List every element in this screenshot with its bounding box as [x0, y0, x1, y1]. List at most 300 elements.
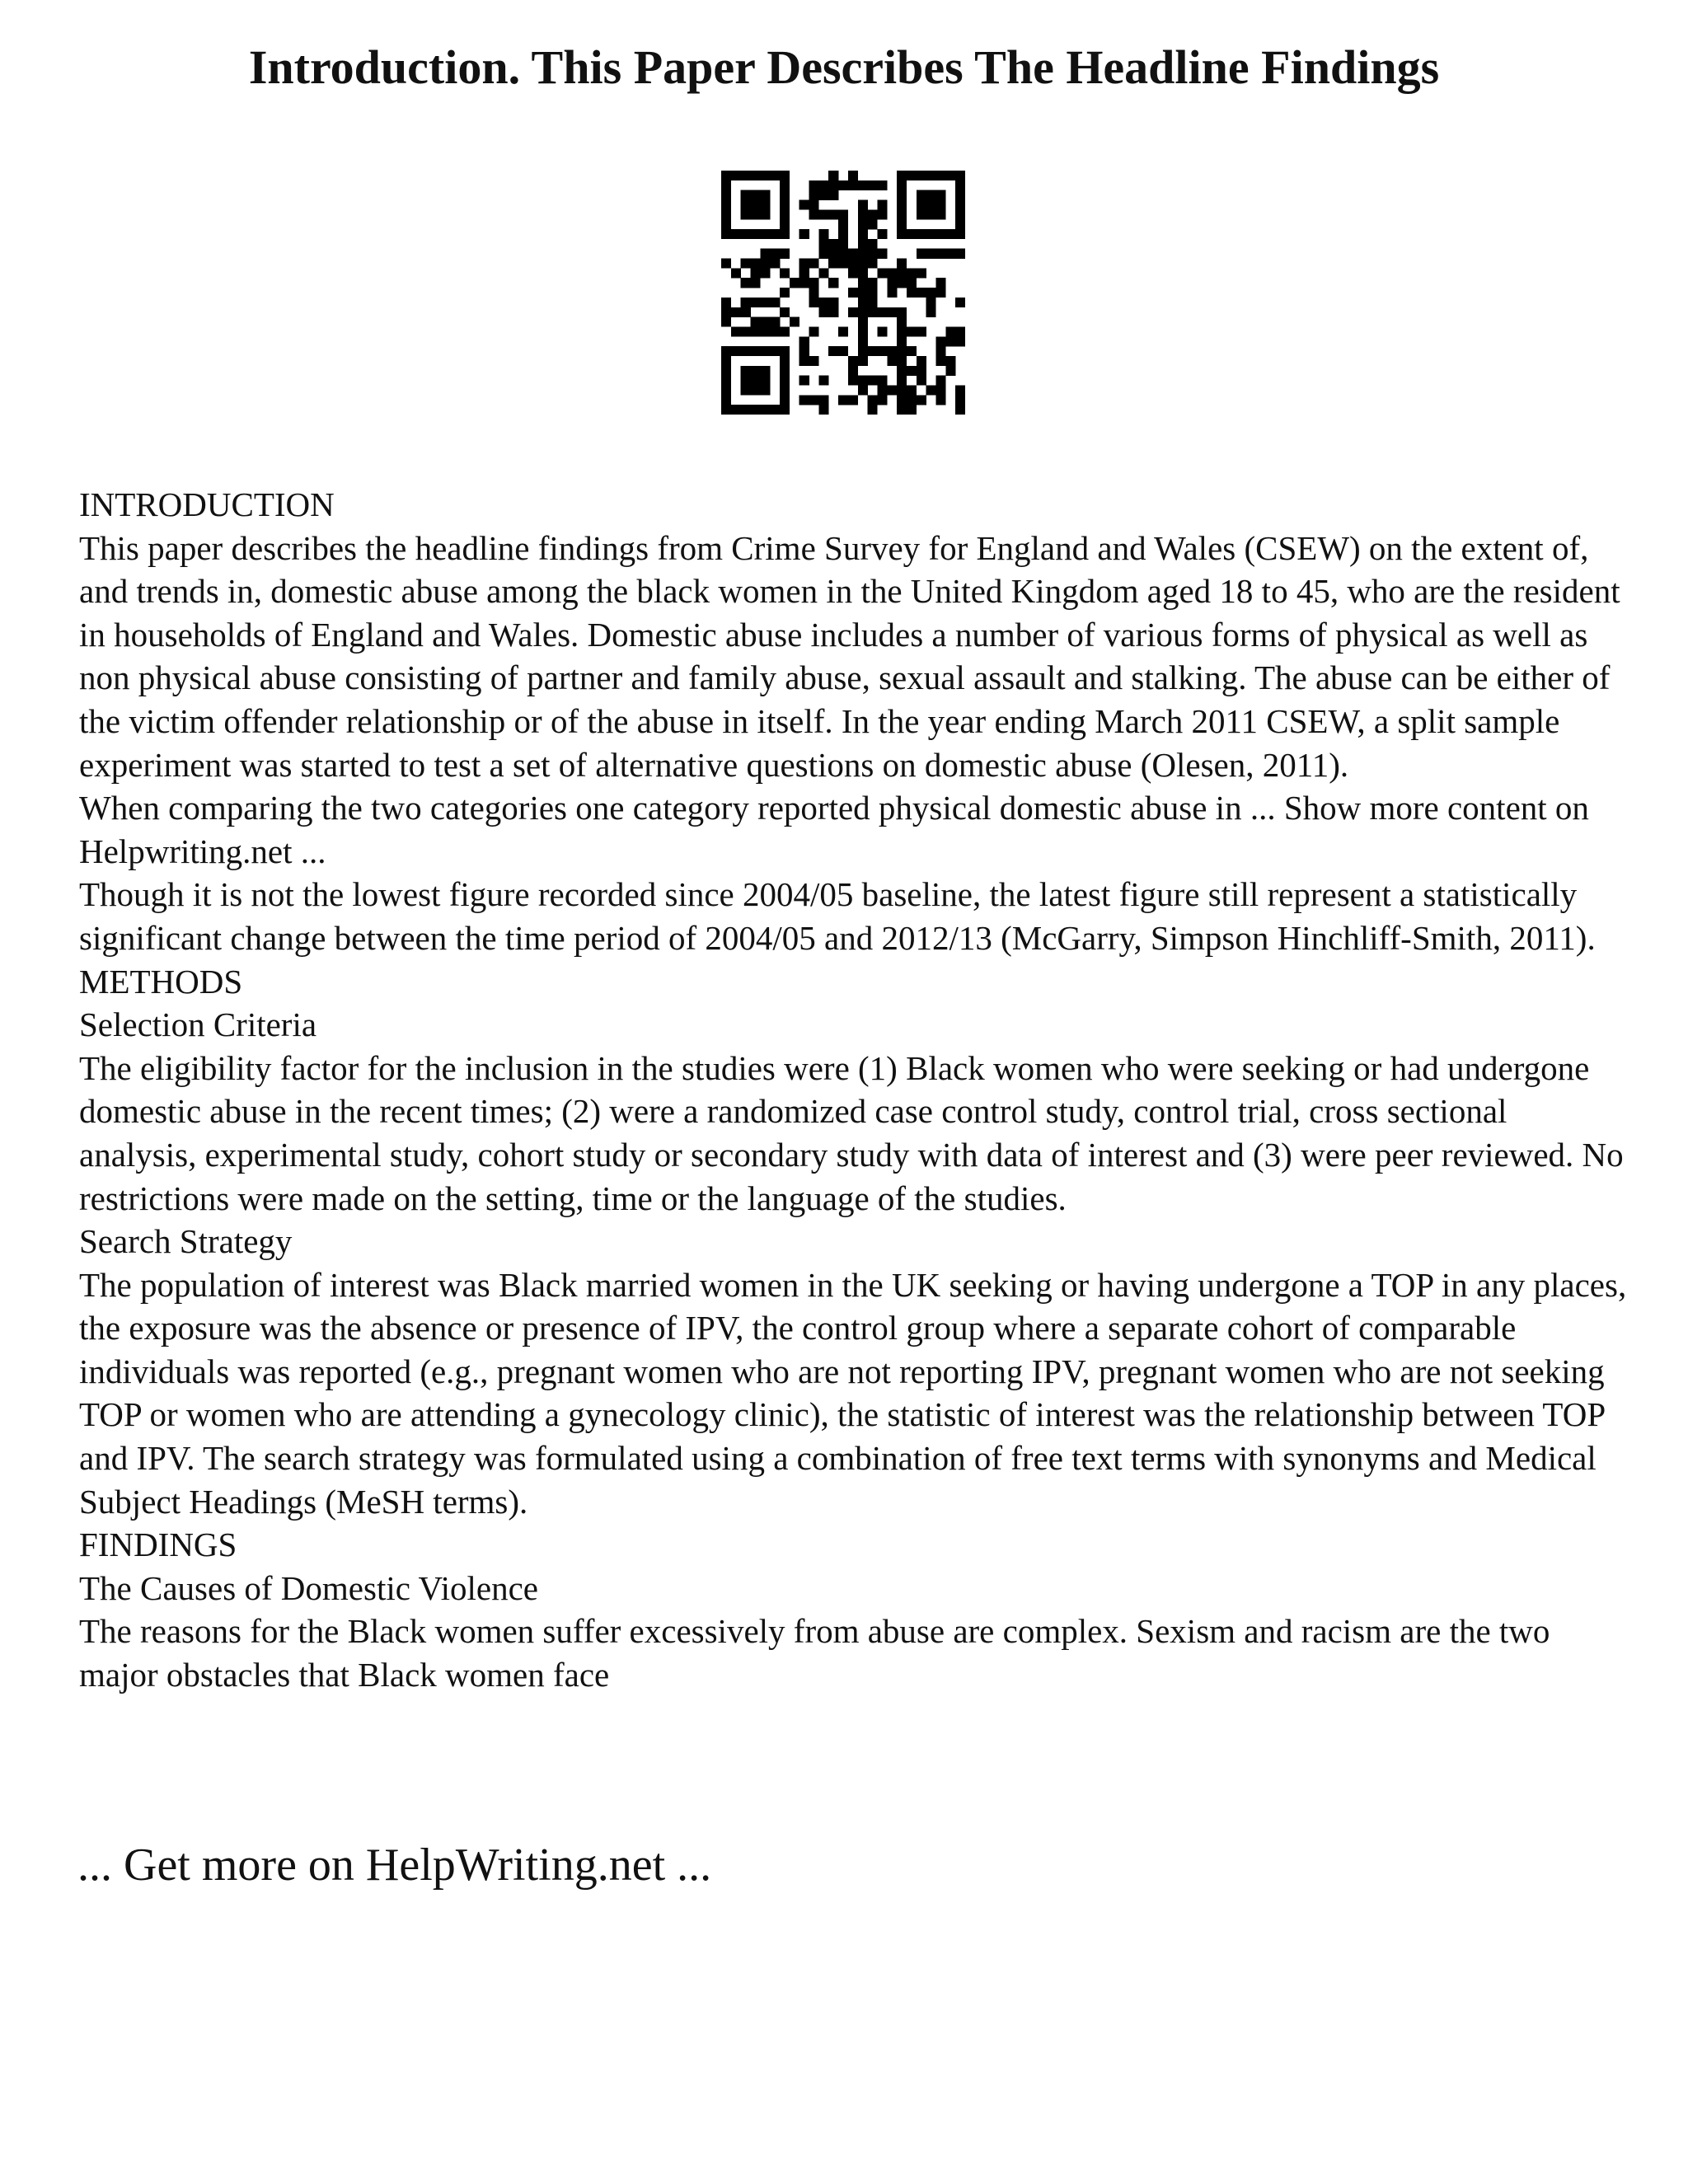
qr-module [955, 298, 965, 307]
paragraph-baseline: Though it is not the lowest figure recorded since 2004/05 baseline, the latest figure still represent a statistically significant change between the time period of 2004/05 and 2012/13 (McGarry, Simpson Hinchliff-Smith, 2011). [79, 875, 1596, 957]
qr-module [848, 366, 858, 376]
qr-module [770, 298, 780, 307]
paragraph-causes: The reasons for the Black women suffer excessively from abuse are complex. Sexism and racism are the two major obstacles that Black women face [79, 1612, 1550, 1694]
qr-module [897, 395, 907, 405]
qr-module [907, 366, 917, 376]
qr-module [955, 385, 965, 395]
qr-module [799, 346, 809, 356]
qr-module [828, 171, 838, 180]
paragraph-comparison: When comparing the two categories one category reported physical domestic abuse in ... Show more content on Helpwriting.net ... [79, 789, 1589, 870]
qr-module [760, 268, 770, 278]
qr-module [818, 405, 828, 415]
qr-module [818, 395, 828, 405]
qr-module [721, 200, 731, 210]
qr-module [838, 326, 848, 336]
subheading-search-strategy: Search Strategy [79, 1222, 293, 1261]
qr-module [897, 278, 907, 288]
qr-module [868, 249, 878, 259]
qr-module [868, 288, 878, 298]
qr-module [741, 366, 751, 376]
qr-module [741, 376, 751, 386]
qr-module [848, 376, 858, 386]
qr-module [818, 190, 828, 200]
qr-module [818, 209, 828, 219]
qr-module [809, 298, 819, 307]
qr-module [917, 229, 926, 239]
paragraph-selection-criteria: The eligibility factor for the inclusion in the studies were (1) Black women who were seeking or had undergone domestic abuse in the recent times; (2) were a randomized case control study, control trial, cross sectional analysis, experimental study, cohort study or secondary study with data of interest and (3) were peer reviewed. No restrictions were made on the setting, time or the language of the studies. [79, 1048, 1624, 1217]
qr-module [721, 356, 731, 366]
qr-module [809, 180, 819, 190]
qr-module [780, 326, 790, 336]
qr-module [897, 268, 907, 278]
qr-module [858, 298, 868, 307]
qr-module [828, 307, 838, 317]
qr-module [770, 326, 780, 336]
qr-module [858, 385, 868, 395]
qr-module [955, 405, 965, 415]
qr-module [877, 307, 887, 317]
qr-module [838, 219, 848, 229]
qr-module [926, 249, 936, 259]
qr-module [818, 268, 828, 278]
qr-module [897, 219, 907, 229]
qr-module [917, 171, 926, 180]
qr-module [780, 268, 790, 278]
qr-module [897, 317, 907, 327]
qr-module [917, 190, 926, 200]
qr-module [741, 326, 751, 336]
qr-module [897, 336, 907, 346]
qr-module [917, 395, 926, 405]
qr-module [760, 259, 770, 269]
qr-module [907, 278, 917, 288]
qr-module [760, 229, 770, 239]
qr-module [721, 180, 731, 190]
qr-module [897, 405, 907, 415]
qr-module [858, 278, 868, 288]
qr-module [868, 346, 878, 356]
qr-module [877, 326, 887, 336]
qr-module [818, 307, 828, 317]
paragraph-search-strategy: The population of interest was Black married women in the UK seeking or having undergone a TOP in any places, the exposure was the absence or presence of IPV, the control group where a separate cohort of comparable individuals was reported (e.g., pregnant women who are not reporting IPV, pregnant women who are not seeking TOP or women who are attending a gynecology clinic), the statistic of interest was the relationship between TOP and IPV. The search strategy was formulated using a combination of free text terms with synonyms and Medical Subject Headings (MeSH terms). [79, 1265, 1627, 1521]
qr-module [721, 346, 731, 356]
qr-module [848, 268, 858, 278]
qr-module [760, 405, 770, 415]
qr-module [721, 405, 731, 415]
qr-module [780, 190, 790, 200]
qr-module [751, 200, 761, 210]
qr-module [917, 356, 926, 366]
qr-module [751, 366, 761, 376]
qr-module [897, 180, 907, 190]
qr-module [760, 385, 770, 395]
document-body [79, 483, 1629, 1697]
qr-module [760, 317, 770, 327]
qr-module [721, 366, 731, 376]
qr-module [858, 317, 868, 327]
qr-module [917, 326, 926, 336]
qr-module [897, 376, 907, 386]
qr-module [731, 405, 741, 415]
qr-module [751, 171, 761, 180]
qr-module [935, 209, 945, 219]
qr-module [935, 336, 945, 346]
qr-module [809, 278, 819, 288]
qr-module [799, 278, 809, 288]
qr-module [780, 356, 790, 366]
qr-module [858, 307, 868, 317]
qr-module [926, 209, 936, 219]
qr-module [887, 288, 897, 298]
qr-module [770, 405, 780, 415]
qr-module [770, 259, 780, 269]
qr-module [721, 376, 731, 386]
qr-module [858, 209, 868, 219]
qr-module [917, 288, 926, 298]
qr-module [858, 180, 868, 190]
qr-module [780, 385, 790, 395]
qr-module [887, 346, 897, 356]
qr-module [741, 209, 751, 219]
qr-module [731, 229, 741, 239]
qr-module [955, 190, 965, 200]
qr-module [790, 317, 799, 327]
qr-module [721, 385, 731, 395]
qr-module [828, 190, 838, 200]
subheading-causes: The Causes of Domestic Violence [79, 1568, 538, 1607]
qr-module [897, 326, 907, 336]
qr-module [935, 346, 945, 356]
qr-module [818, 239, 828, 249]
qr-module [780, 395, 790, 405]
qr-module [838, 180, 848, 190]
qr-module [955, 219, 965, 229]
qr-module [799, 259, 809, 269]
qr-module [935, 171, 945, 180]
qr-module [935, 288, 945, 298]
qr-module [935, 229, 945, 239]
qr-module [828, 209, 838, 219]
qr-module [848, 249, 858, 259]
qr-module [858, 326, 868, 336]
qr-module [721, 171, 731, 180]
qr-module [741, 307, 751, 317]
qr-module [818, 180, 828, 190]
qr-module [935, 356, 945, 366]
qr-module [751, 376, 761, 386]
qr-module [838, 259, 848, 269]
qr-module [721, 259, 731, 269]
qr-module [877, 209, 887, 219]
qr-module [751, 346, 761, 356]
qr-module [809, 200, 819, 210]
qr-module [770, 346, 780, 356]
qr-module [935, 278, 945, 288]
qr-module [751, 298, 761, 307]
qr-module [858, 336, 868, 346]
qr-module [868, 259, 878, 269]
qr-module [858, 249, 868, 259]
qr-module [848, 259, 858, 269]
qr-module [838, 346, 848, 356]
qr-module [935, 200, 945, 210]
qr-module [770, 229, 780, 239]
qr-module [780, 376, 790, 386]
qr-module [887, 278, 897, 288]
qr-module [751, 190, 761, 200]
qr-module [741, 278, 751, 288]
qr-module [721, 209, 731, 219]
qr-module [741, 405, 751, 415]
qr-module [799, 268, 809, 278]
qr-module [858, 239, 868, 249]
qr-module [838, 209, 848, 219]
qr-module [731, 346, 741, 356]
qr-module [877, 376, 887, 386]
qr-module [780, 200, 790, 210]
qr-module [799, 200, 809, 210]
qr-module [770, 249, 780, 259]
qr-module [917, 200, 926, 210]
qr-module [868, 376, 878, 386]
qr-module [731, 268, 741, 278]
qr-module [721, 190, 731, 200]
qr-module [907, 268, 917, 278]
qr-module [897, 259, 907, 269]
qr-module [731, 307, 741, 317]
qr-module [760, 346, 770, 356]
qr-module [945, 171, 955, 180]
qr-module [877, 395, 887, 405]
qr-module [848, 171, 858, 180]
qr-module [741, 171, 751, 180]
qr-module [935, 190, 945, 200]
qr-module [790, 278, 799, 288]
qr-module [809, 395, 819, 405]
qr-module [770, 171, 780, 180]
section-heading-introduction: INTRODUCTION [79, 485, 335, 523]
qr-module [868, 298, 878, 307]
qr-module [741, 385, 751, 395]
qr-module [858, 376, 868, 386]
qr-module [848, 288, 858, 298]
qr-module [955, 200, 965, 210]
subheading-selection-criteria: Selection Criteria [79, 1005, 317, 1044]
qr-module [945, 229, 955, 239]
qr-module [877, 249, 887, 259]
qr-module [780, 180, 790, 190]
paragraph-introduction: This paper describes the headline findings from Crime Survey for England and Wales (CSEW) on the extent of, and trends in, domestic abuse among the black women in the United Kingdom aged 18 to 45, who are the resident in households of England and Wales. Domestic abuse includes a number of various forms of physical as well as non physical abuse consisting of partner and family abuse, sexual assault and stalking. The abuse can be either of the victim offender relationship or of the abuse in itself. In the year ending March 2011 CSEW, a split sample experiment was started to test a set of alternative questions on domestic abuse (Olesen, 2011). [79, 528, 1620, 784]
qr-module [731, 171, 741, 180]
qr-module [741, 229, 751, 239]
qr-module [945, 366, 955, 376]
qr-module [858, 268, 868, 278]
section-heading-methods: METHODS [79, 962, 243, 1001]
qr-module [897, 346, 907, 356]
qr-module [741, 346, 751, 356]
qr-module [751, 405, 761, 415]
qr-module [760, 366, 770, 376]
qr-module [780, 366, 790, 376]
qr-module [945, 356, 955, 366]
qr-module [809, 356, 819, 366]
qr-module [907, 395, 917, 405]
qr-module [858, 259, 868, 269]
qr-module [760, 298, 770, 307]
qr-module [838, 239, 848, 249]
qr-module [955, 209, 965, 219]
qr-module [868, 395, 878, 405]
qr-module [780, 249, 790, 259]
qr-module [731, 326, 741, 336]
qr-module [926, 229, 936, 239]
qr-module [926, 385, 936, 395]
qr-module [897, 385, 907, 395]
qr-module [868, 209, 878, 219]
qr-module [935, 376, 945, 386]
qr-module [907, 326, 917, 336]
qr-module [741, 259, 751, 269]
qr-module [760, 249, 770, 259]
qr-module [780, 171, 790, 180]
qr-module [897, 307, 907, 317]
qr-module [955, 249, 965, 259]
qr-module [780, 405, 790, 415]
qr-module [741, 190, 751, 200]
qr-module [751, 326, 761, 336]
qr-module [868, 405, 878, 415]
qr-module [877, 346, 887, 356]
qr-module [907, 171, 917, 180]
qr-module [780, 219, 790, 229]
qr-module [858, 219, 868, 229]
qr-module [858, 356, 868, 366]
qr-module [760, 190, 770, 200]
qr-module [935, 249, 945, 259]
qr-module [721, 298, 731, 307]
qr-module [907, 405, 917, 415]
page-title: Introduction. This Paper Describes The Headline Findings [248, 40, 1440, 94]
qr-module [818, 229, 828, 239]
qr-module [760, 209, 770, 219]
qr-module [926, 307, 936, 317]
qr-module [838, 395, 848, 405]
qr-module [828, 180, 838, 190]
qr-module [955, 336, 965, 346]
qr-module [721, 219, 731, 229]
qr-module [721, 317, 731, 327]
qr-module [897, 200, 907, 210]
qr-module [751, 278, 761, 288]
qr-module [897, 366, 907, 376]
qr-module [868, 278, 878, 288]
qr-module [917, 376, 926, 386]
qr-module [780, 229, 790, 239]
qr-module [760, 326, 770, 336]
qr-module [838, 249, 848, 259]
qr-module [721, 307, 731, 317]
qr-module [751, 268, 761, 278]
qr-module [809, 326, 819, 336]
qr-module [926, 171, 936, 180]
qr-module [877, 385, 887, 395]
qr-module [877, 180, 887, 190]
qr-module [780, 209, 790, 219]
qr-module [955, 171, 965, 180]
section-heading-findings: FINDINGS [79, 1526, 237, 1564]
qr-module [770, 317, 780, 327]
qr-module [799, 356, 809, 366]
qr-module [945, 249, 955, 259]
qr-module [858, 346, 868, 356]
qr-module [809, 190, 819, 200]
qr-module [868, 239, 878, 249]
qr-module [897, 190, 907, 200]
qr-module [858, 229, 868, 239]
qr-module [809, 288, 819, 298]
qr-module [955, 395, 965, 405]
qr-module [945, 336, 955, 346]
qr-module [828, 259, 838, 269]
qr-module [760, 200, 770, 210]
qr-module [917, 366, 926, 376]
qr-module [721, 229, 731, 239]
qr-module [828, 346, 838, 356]
get-more-link[interactable]: ... Get more on HelpWriting.net ... [77, 1840, 712, 1891]
qr-module [858, 288, 868, 298]
qr-module [751, 317, 761, 327]
qr-module [799, 229, 809, 239]
qr-module [877, 200, 887, 210]
qr-module [751, 259, 761, 269]
qr-module [897, 229, 907, 239]
qr-module [751, 209, 761, 219]
qr-module [897, 209, 907, 219]
qr-module [780, 288, 790, 298]
qr-module [741, 200, 751, 210]
qr-module [818, 298, 828, 307]
qr-module [828, 239, 838, 249]
qr-module [818, 249, 828, 259]
qr-module [828, 298, 838, 307]
qr-module [926, 298, 936, 307]
qr-module [848, 180, 858, 190]
qr-module [887, 307, 897, 317]
qr-module [838, 229, 848, 239]
qr-module [926, 200, 936, 210]
qr-module [868, 219, 878, 229]
qr-module [935, 385, 945, 395]
qr-module [926, 190, 936, 200]
qr-module [799, 395, 809, 405]
qr-module [868, 307, 878, 317]
qr-module [799, 336, 809, 346]
qr-module [799, 376, 809, 386]
qr-module [828, 278, 838, 288]
qr-module [955, 229, 965, 239]
qr-module [741, 298, 751, 307]
qr-module [760, 171, 770, 180]
qr-module [945, 326, 955, 336]
qr-module [907, 288, 917, 298]
qr-code-icon [721, 171, 965, 415]
qr-module [760, 376, 770, 386]
qr-module [818, 376, 828, 386]
qr-module [955, 326, 965, 336]
qr-module [868, 180, 878, 190]
qr-module [828, 249, 838, 259]
qr-module [848, 356, 858, 366]
